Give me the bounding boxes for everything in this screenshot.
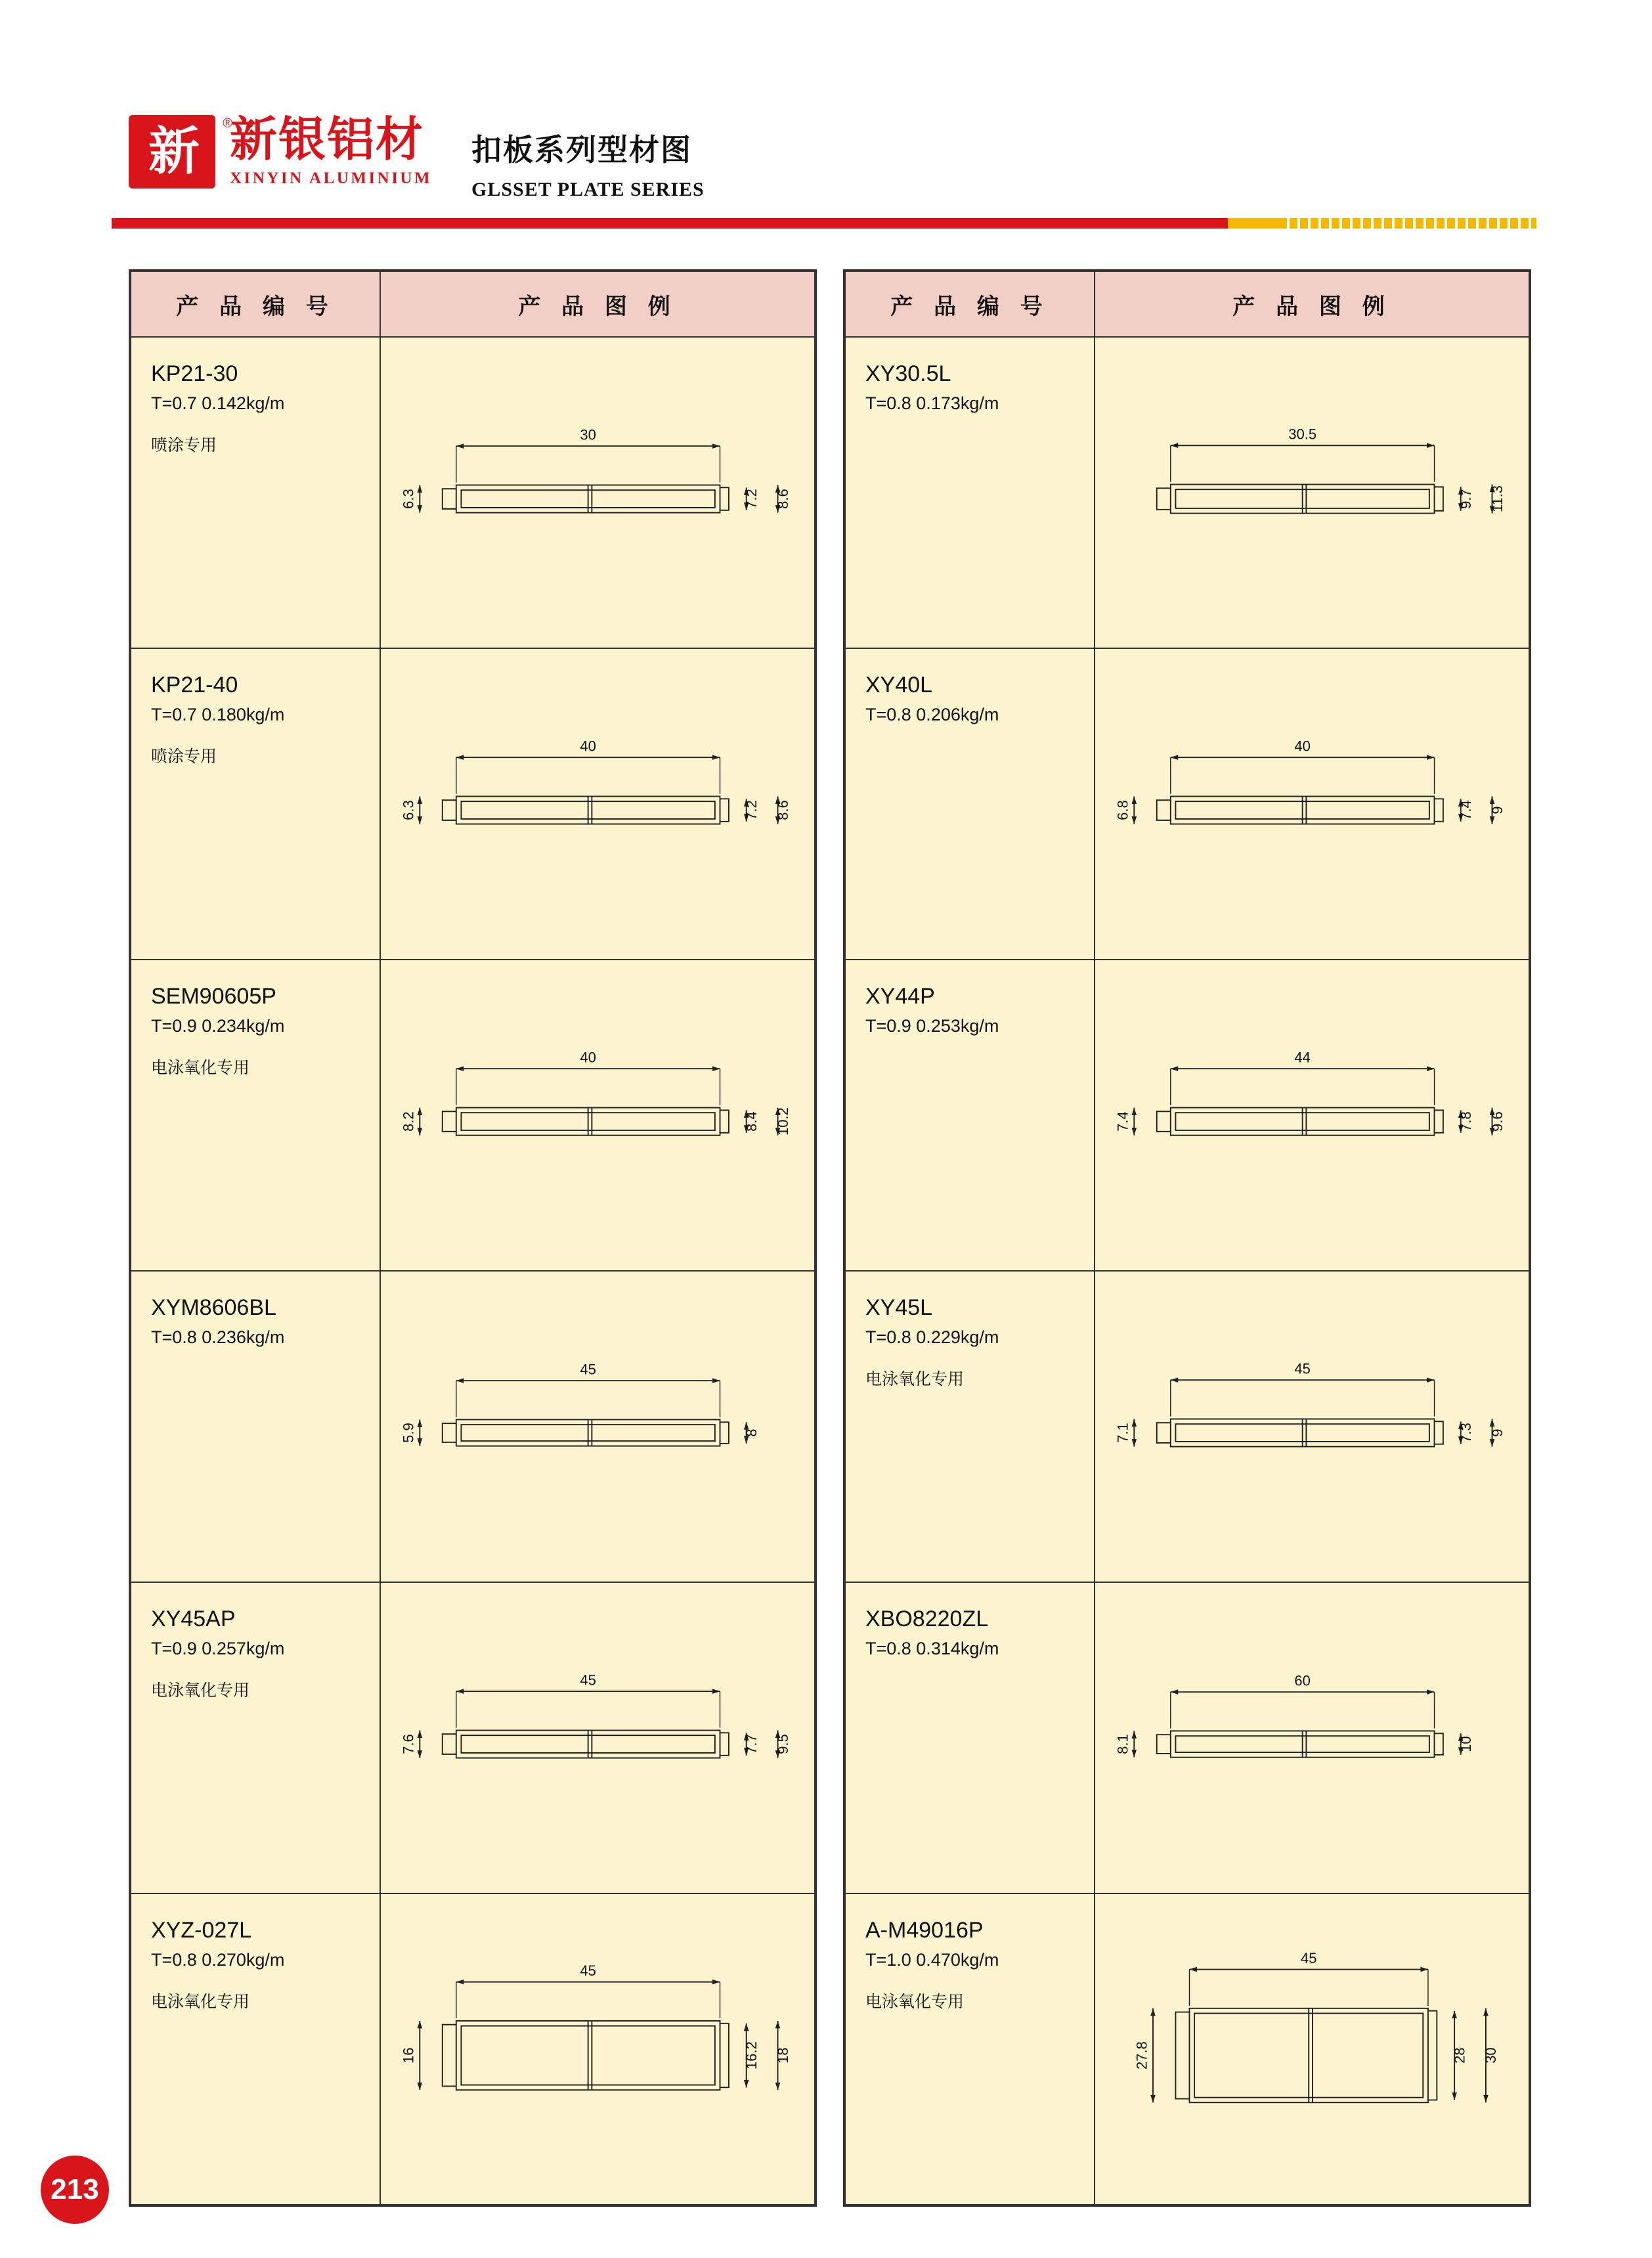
product-code-cell: [131, 648, 380, 960]
product-note: 电泳氧化专用: [151, 1680, 250, 1700]
product-code: KP21-40: [151, 673, 238, 697]
svg-text:16: 16: [400, 2047, 417, 2064]
product-code-cell: [845, 1271, 1095, 1582]
brand-name-cn: 新银铝材: [230, 112, 425, 167]
svg-text:45: 45: [1294, 1360, 1311, 1377]
product-code: XY30.5L: [865, 361, 951, 386]
column-header-figure: 产 品 图 例: [1095, 271, 1529, 337]
svg-text:45: 45: [580, 1962, 596, 1980]
svg-text:44: 44: [1294, 1049, 1311, 1066]
table-row: [845, 337, 1529, 648]
product-figure-cell: [1095, 1893, 1529, 2205]
logo-mark-icon: [129, 115, 232, 188]
product-code: XBO8220ZL: [865, 1606, 989, 1631]
product-code: XY40L: [865, 673, 933, 697]
page-title: [471, 126, 705, 201]
svg-text:8.6: 8.6: [774, 800, 791, 820]
svg-text:7.2: 7.2: [743, 489, 760, 509]
svg-text:30: 30: [1483, 2047, 1500, 2064]
svg-text:18: 18: [774, 2047, 791, 2064]
svg-text:7.4: 7.4: [1458, 800, 1474, 820]
product-figure-cell: [380, 1271, 815, 1582]
svg-text:6.8: 6.8: [1114, 800, 1131, 820]
product-code-cell: [131, 337, 380, 648]
product-code: KP21-30: [151, 361, 238, 386]
table-row: [131, 1893, 815, 2205]
table-row: [131, 1271, 815, 1582]
product-code-cell: [131, 960, 380, 1271]
product-spec: T=0.9 0.257kg/m: [151, 1638, 285, 1658]
product-figure-cell: [1095, 960, 1529, 1271]
table-row: [131, 1582, 815, 1893]
table-row: [845, 1893, 1529, 2205]
brand-text: [230, 112, 433, 188]
svg-text:45: 45: [580, 1671, 596, 1689]
product-code-cell: [131, 1893, 380, 2205]
product-figure-cell: [1095, 1271, 1529, 1582]
product-code-cell: [845, 337, 1095, 648]
product-figure-cell: [380, 648, 815, 960]
header-rule-red: [112, 218, 1228, 229]
product-code-cell: [845, 648, 1095, 960]
svg-text:5.9: 5.9: [400, 1423, 417, 1443]
table-row: [845, 960, 1529, 1271]
product-spec: T=0.8 0.173kg/m: [865, 393, 999, 413]
svg-text:16.2: 16.2: [743, 2041, 760, 2070]
product-figure-cell: [380, 1582, 815, 1893]
product-table-right: [843, 269, 1531, 2207]
product-spec: T=0.7 0.180kg/m: [151, 704, 285, 724]
product-code: XYM8606BL: [151, 1295, 276, 1320]
product-note: 电泳氧化专用: [151, 1057, 250, 1077]
table-row: [845, 648, 1529, 960]
product-spec: T=0.9 0.234kg/m: [151, 1015, 285, 1036]
product-spec: T=0.8 0.229kg/m: [865, 1327, 999, 1347]
svg-text:28: 28: [1451, 2047, 1468, 2064]
svg-text:8.1: 8.1: [1114, 1734, 1131, 1754]
svg-text:9.7: 9.7: [1458, 489, 1474, 509]
product-spec: T=0.8 0.270kg/m: [151, 1949, 285, 1970]
svg-text:40: 40: [580, 738, 596, 755]
product-spec: T=0.9 0.253kg/m: [865, 1015, 999, 1036]
svg-text:6.3: 6.3: [400, 489, 417, 509]
product-figure-cell: [1095, 648, 1529, 960]
product-figure-cell: [380, 960, 815, 1271]
logo-glyph: 新: [148, 123, 196, 180]
svg-text:60: 60: [1294, 1672, 1311, 1689]
product-spec: T=1.0 0.470kg/m: [865, 1949, 999, 1970]
table-header-row: [845, 271, 1529, 337]
product-spec: T=0.7 0.142kg/m: [151, 393, 285, 413]
svg-text:7.3: 7.3: [1458, 1423, 1474, 1443]
svg-text:7.4: 7.4: [1114, 1111, 1131, 1132]
product-code: A-M49016P: [865, 1918, 984, 1943]
product-figure-cell: [380, 337, 815, 648]
product-code-cell: [845, 960, 1095, 1271]
product-code-cell: [845, 1582, 1095, 1893]
column-header-figure: 产 品 图 例: [380, 271, 815, 337]
product-note: 喷涂专用: [151, 435, 217, 454]
page-title-en: GLSSET PLATE SERIES: [471, 179, 705, 200]
registered-mark-icon: ®: [223, 116, 232, 131]
product-code: XY45L: [865, 1295, 933, 1320]
svg-text:7.1: 7.1: [1114, 1423, 1131, 1443]
page-number-badge: 213: [41, 2156, 109, 2224]
product-code-cell: [131, 1582, 380, 1893]
svg-text:40: 40: [1294, 738, 1311, 755]
product-code: XYZ-027L: [151, 1918, 252, 1943]
table-row: [845, 1582, 1529, 1893]
product-spec: T=0.8 0.236kg/m: [151, 1327, 285, 1347]
svg-text:7.8: 7.8: [1458, 1111, 1474, 1132]
column-header-code: 产 品 编 号: [131, 271, 380, 337]
product-note: 电泳氧化专用: [151, 1991, 250, 2011]
svg-text:30.5: 30.5: [1288, 426, 1317, 443]
svg-text:7.2: 7.2: [743, 800, 760, 820]
page-header: [0, 0, 1652, 217]
svg-text:9: 9: [1489, 1428, 1506, 1437]
product-note: 喷涂专用: [151, 746, 217, 766]
product-spec: T=0.8 0.206kg/m: [865, 704, 999, 724]
table-row: [131, 337, 815, 648]
svg-text:45: 45: [1300, 1949, 1317, 1966]
table-row: [131, 960, 815, 1271]
table-row: [131, 648, 815, 960]
brand-logo: [129, 112, 433, 188]
svg-text:8.4: 8.4: [743, 1111, 760, 1132]
svg-text:45: 45: [580, 1361, 596, 1378]
svg-text:40: 40: [580, 1049, 596, 1066]
svg-text:8: 8: [743, 1428, 760, 1437]
product-note: 电泳氧化专用: [865, 1369, 965, 1388]
svg-text:30: 30: [580, 426, 596, 443]
product-code: SEM90605P: [151, 984, 276, 1009]
svg-text:6.3: 6.3: [400, 800, 417, 820]
product-table-left: [129, 269, 817, 2207]
product-figure-cell: [380, 1893, 815, 2205]
svg-text:27.8: 27.8: [1133, 2041, 1150, 2070]
svg-text:11.3: 11.3: [1489, 485, 1506, 513]
product-code-cell: [131, 1271, 380, 1582]
svg-text:9.6: 9.6: [1489, 1111, 1506, 1132]
table-header-row: [131, 271, 815, 337]
product-figure-cell: [1095, 1582, 1529, 1893]
product-code: XY45AP: [151, 1606, 236, 1631]
svg-text:10: 10: [1458, 1736, 1474, 1752]
product-figure-cell: [1095, 337, 1529, 648]
header-rule-ticks: [1287, 218, 1536, 229]
brand-name-en: XINYIN ALUMINIUM: [230, 169, 433, 187]
svg-text:9: 9: [1489, 806, 1506, 814]
svg-text:9.5: 9.5: [774, 1734, 791, 1754]
page-title-cn: 扣板系列型材图: [471, 132, 692, 167]
product-spec: T=0.8 0.314kg/m: [865, 1638, 999, 1658]
column-header-code: 产 品 编 号: [845, 271, 1095, 337]
svg-text:10.2: 10.2: [774, 1107, 791, 1136]
svg-text:8.6: 8.6: [774, 489, 791, 509]
svg-text:8.2: 8.2: [400, 1111, 417, 1132]
product-note: 电泳氧化专用: [865, 1991, 965, 2011]
svg-text:7.6: 7.6: [400, 1734, 417, 1754]
product-code: XY44P: [865, 984, 935, 1009]
table-row: [845, 1271, 1529, 1582]
product-code-cell: [845, 1893, 1095, 2205]
svg-text:7.7: 7.7: [743, 1734, 760, 1754]
